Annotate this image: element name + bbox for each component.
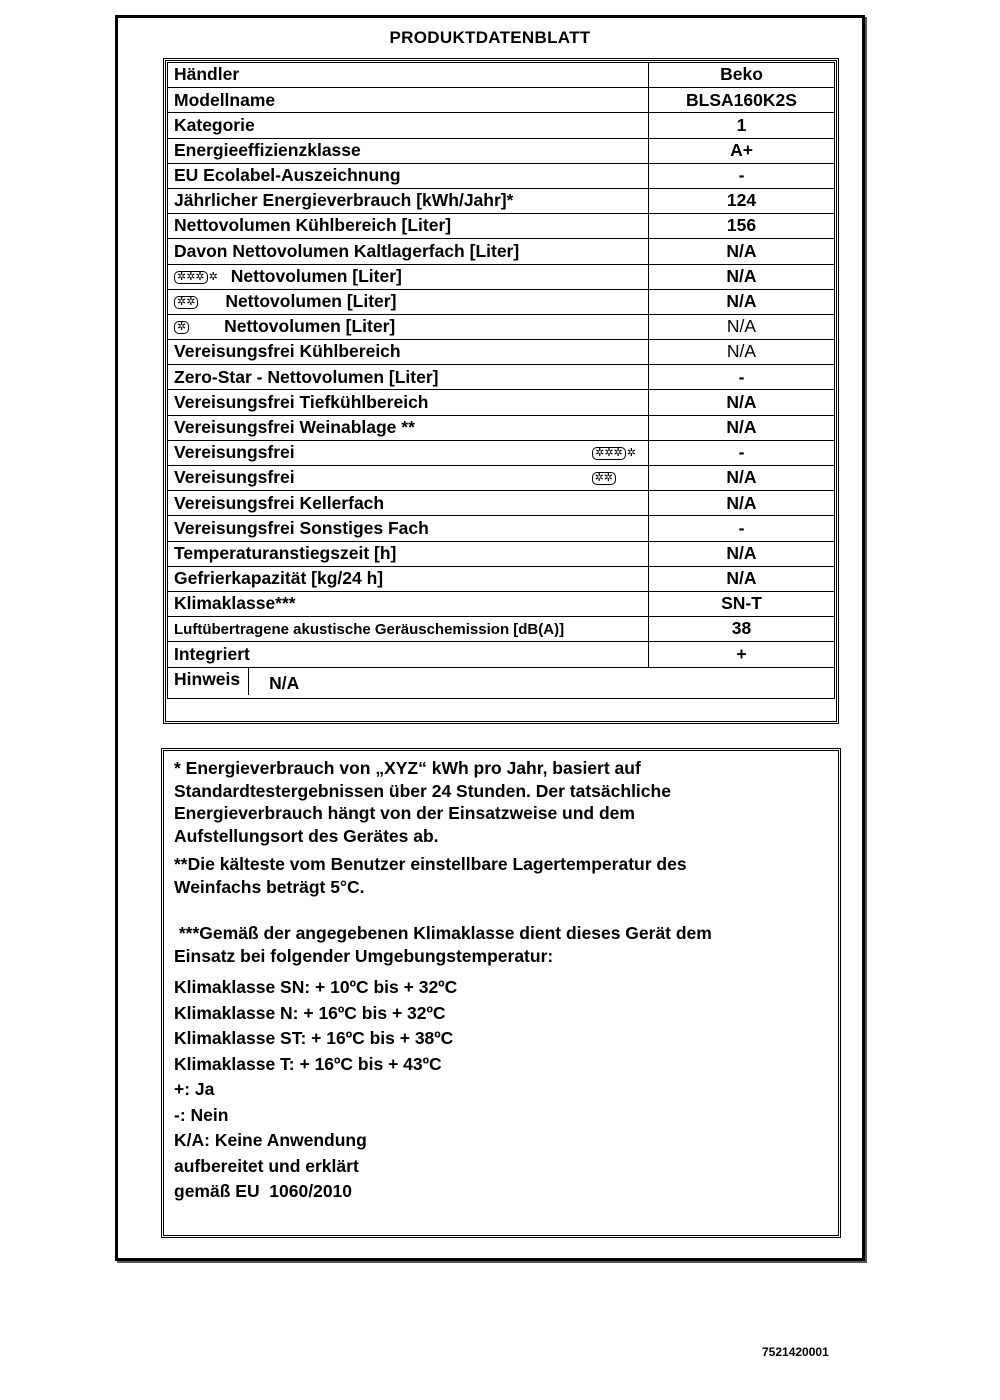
table-row [168, 415, 835, 440]
row-value: N/A [649, 491, 835, 516]
footnote-line: ***Gemäß der angegebenen Klimaklasse dient dieses Gerät dem [174, 923, 712, 943]
row-value: N/A [649, 466, 835, 491]
row-value: - [649, 163, 835, 188]
row-label: Jährlicher Energieverbrauch [kWh/Jahr]* [168, 188, 649, 213]
table-row [168, 365, 835, 390]
table-row [168, 214, 835, 239]
table-row [168, 591, 835, 616]
table-row [168, 188, 835, 213]
row-value: A+ [649, 138, 835, 163]
row-value: + [649, 642, 835, 667]
footnote-line: Aufstellungsort des Gerätes ab. [174, 825, 439, 846]
table-row [168, 163, 835, 188]
two-star-freezer-icon: ✲✲ [592, 472, 616, 485]
three-star-freezer-icon: ✲✲✲ [174, 271, 208, 284]
climate-class-list [174, 975, 828, 1205]
table-row [168, 340, 835, 365]
row-value: 124 [649, 188, 835, 213]
legend-line: +: Ja [174, 1079, 215, 1099]
document-number: 7521420001 [762, 1345, 829, 1359]
row-value: 156 [649, 214, 835, 239]
climate-class-line: Klimaklasse SN: + 10ºC bis + 32ºC [174, 977, 458, 997]
footnote-line: Standardtestergebnissen über 24 Stunden. Der tatsächliche [174, 780, 671, 801]
row-value: N/A [649, 390, 835, 415]
table-row [168, 138, 835, 163]
climate-class-line: Klimaklasse N: + 16ºC bis + 32ºC [174, 1002, 446, 1023]
table-row [168, 113, 835, 138]
row-label: Energieeffizienzklasse [168, 138, 649, 163]
table-row [168, 466, 835, 491]
row-label: Kategorie [168, 113, 649, 138]
row-value: N/A [649, 566, 835, 591]
table-row [168, 289, 835, 314]
row-value: Beko [649, 63, 835, 88]
row-value: - [649, 516, 835, 541]
legend-line: aufbereitet und erklärt [174, 1155, 359, 1176]
row-label: EU Ecolabel-Auszeichnung [168, 163, 649, 188]
row-value: 1 [649, 113, 835, 138]
footnote-line: Energieverbrauch hängt von der Einsatzweise und dem [174, 803, 635, 823]
row-label: Händler [168, 63, 649, 88]
star-tail-icon: ✲ [626, 447, 636, 460]
table-row [168, 566, 835, 591]
row-label: Klimaklasse*** [168, 591, 649, 616]
row-label: Vereisungsfrei [174, 442, 295, 463]
table-row [168, 239, 835, 264]
row-label: Modellname [168, 88, 649, 113]
row-label: Nettovolumen Kühlbereich [Liter] [168, 214, 649, 239]
product-data-table-frame [163, 58, 839, 724]
row-value: N/A [649, 314, 835, 339]
row-label: Nettovolumen [Liter] [230, 265, 402, 286]
legend-line: K/A: Keine Anwendung [174, 1130, 367, 1150]
row-value: - [649, 365, 835, 390]
row-label: Nettovolumen [Liter] [224, 316, 396, 337]
row-label: Vereisungsfrei Weinablage ** [168, 415, 649, 440]
row-value: N/A [649, 340, 835, 365]
row-label: Luftübertragene akustische Geräuschemission [dB(A)] [168, 617, 649, 642]
three-star-freezer-icon: ✲✲✲ [592, 447, 626, 460]
row-label: Integriert [168, 642, 649, 667]
table-row [168, 314, 835, 339]
row-label: Davon Nettovolumen Kaltlagerfach [Liter] [168, 239, 649, 264]
row-value: SN-T [649, 591, 835, 616]
row-value: - [649, 440, 835, 465]
hinweis-label: Hinweis [168, 668, 249, 695]
climate-class-line: Klimaklasse ST: + 16ºC bis + 38ºC [174, 1028, 454, 1048]
row-label: Nettovolumen [Liter] [225, 291, 397, 312]
row-value: N/A [649, 264, 835, 289]
table-row [168, 63, 835, 88]
footnote-line: * Energieverbrauch von „XYZ“ kWh pro Jahr, basiert auf [174, 758, 641, 778]
row-value: 38 [649, 617, 835, 642]
table-row [168, 642, 835, 667]
table-row [168, 390, 835, 415]
table-row [168, 541, 835, 566]
footnote-line: Weinfachs beträgt 5°C. [174, 876, 365, 897]
table-row [168, 88, 835, 113]
row-label: Temperaturanstiegszeit [h] [168, 541, 649, 566]
row-value: N/A [649, 415, 835, 440]
two-star-freezer-icon: ✲✲ [174, 296, 198, 309]
hinweis-row [168, 667, 835, 698]
row-label: Vereisungsfrei Sonstiges Fach [168, 516, 649, 541]
footnotes-box [161, 748, 841, 1238]
row-label: Vereisungsfrei [174, 467, 295, 488]
table-row [168, 491, 835, 516]
footnote-line: **Die kälteste vom Benutzer einstellbare Lagertemperatur des [174, 854, 687, 874]
table-row [168, 617, 835, 642]
table-row [168, 264, 835, 289]
row-label: Zero-Star - Nettovolumen [Liter] [168, 365, 649, 390]
document-title: PRODUKTDATENBLATT [389, 28, 591, 47]
footnote-line: Einsatz bei folgender Umgebungstemperatur: [174, 945, 554, 966]
legend-line: gemäß EU 1060/2010 [174, 1181, 353, 1201]
row-value: N/A [649, 239, 835, 264]
table-row [168, 516, 835, 541]
row-label: Gefrierkapazität [kg/24 h] [168, 566, 649, 591]
table-row [168, 440, 835, 465]
row-label: Vereisungsfrei Kellerfach [168, 491, 649, 516]
product-data-table [167, 62, 835, 699]
hinweis-value: N/A [269, 672, 300, 693]
row-label: Vereisungsfrei Tiefkühlbereich [168, 390, 649, 415]
row-value: BLSA160K2S [649, 88, 835, 113]
legend-line: -: Nein [174, 1104, 229, 1125]
product-data-sheet [115, 15, 865, 1261]
row-value: N/A [649, 289, 835, 314]
row-value: N/A [649, 541, 835, 566]
star-tail-icon: ✲ [208, 270, 218, 283]
one-star-freezer-icon: ✲ [174, 321, 189, 334]
climate-class-line: Klimaklasse T: + 16ºC bis + 43ºC [174, 1053, 442, 1074]
row-label: Vereisungsfrei Kühlbereich [168, 340, 649, 365]
